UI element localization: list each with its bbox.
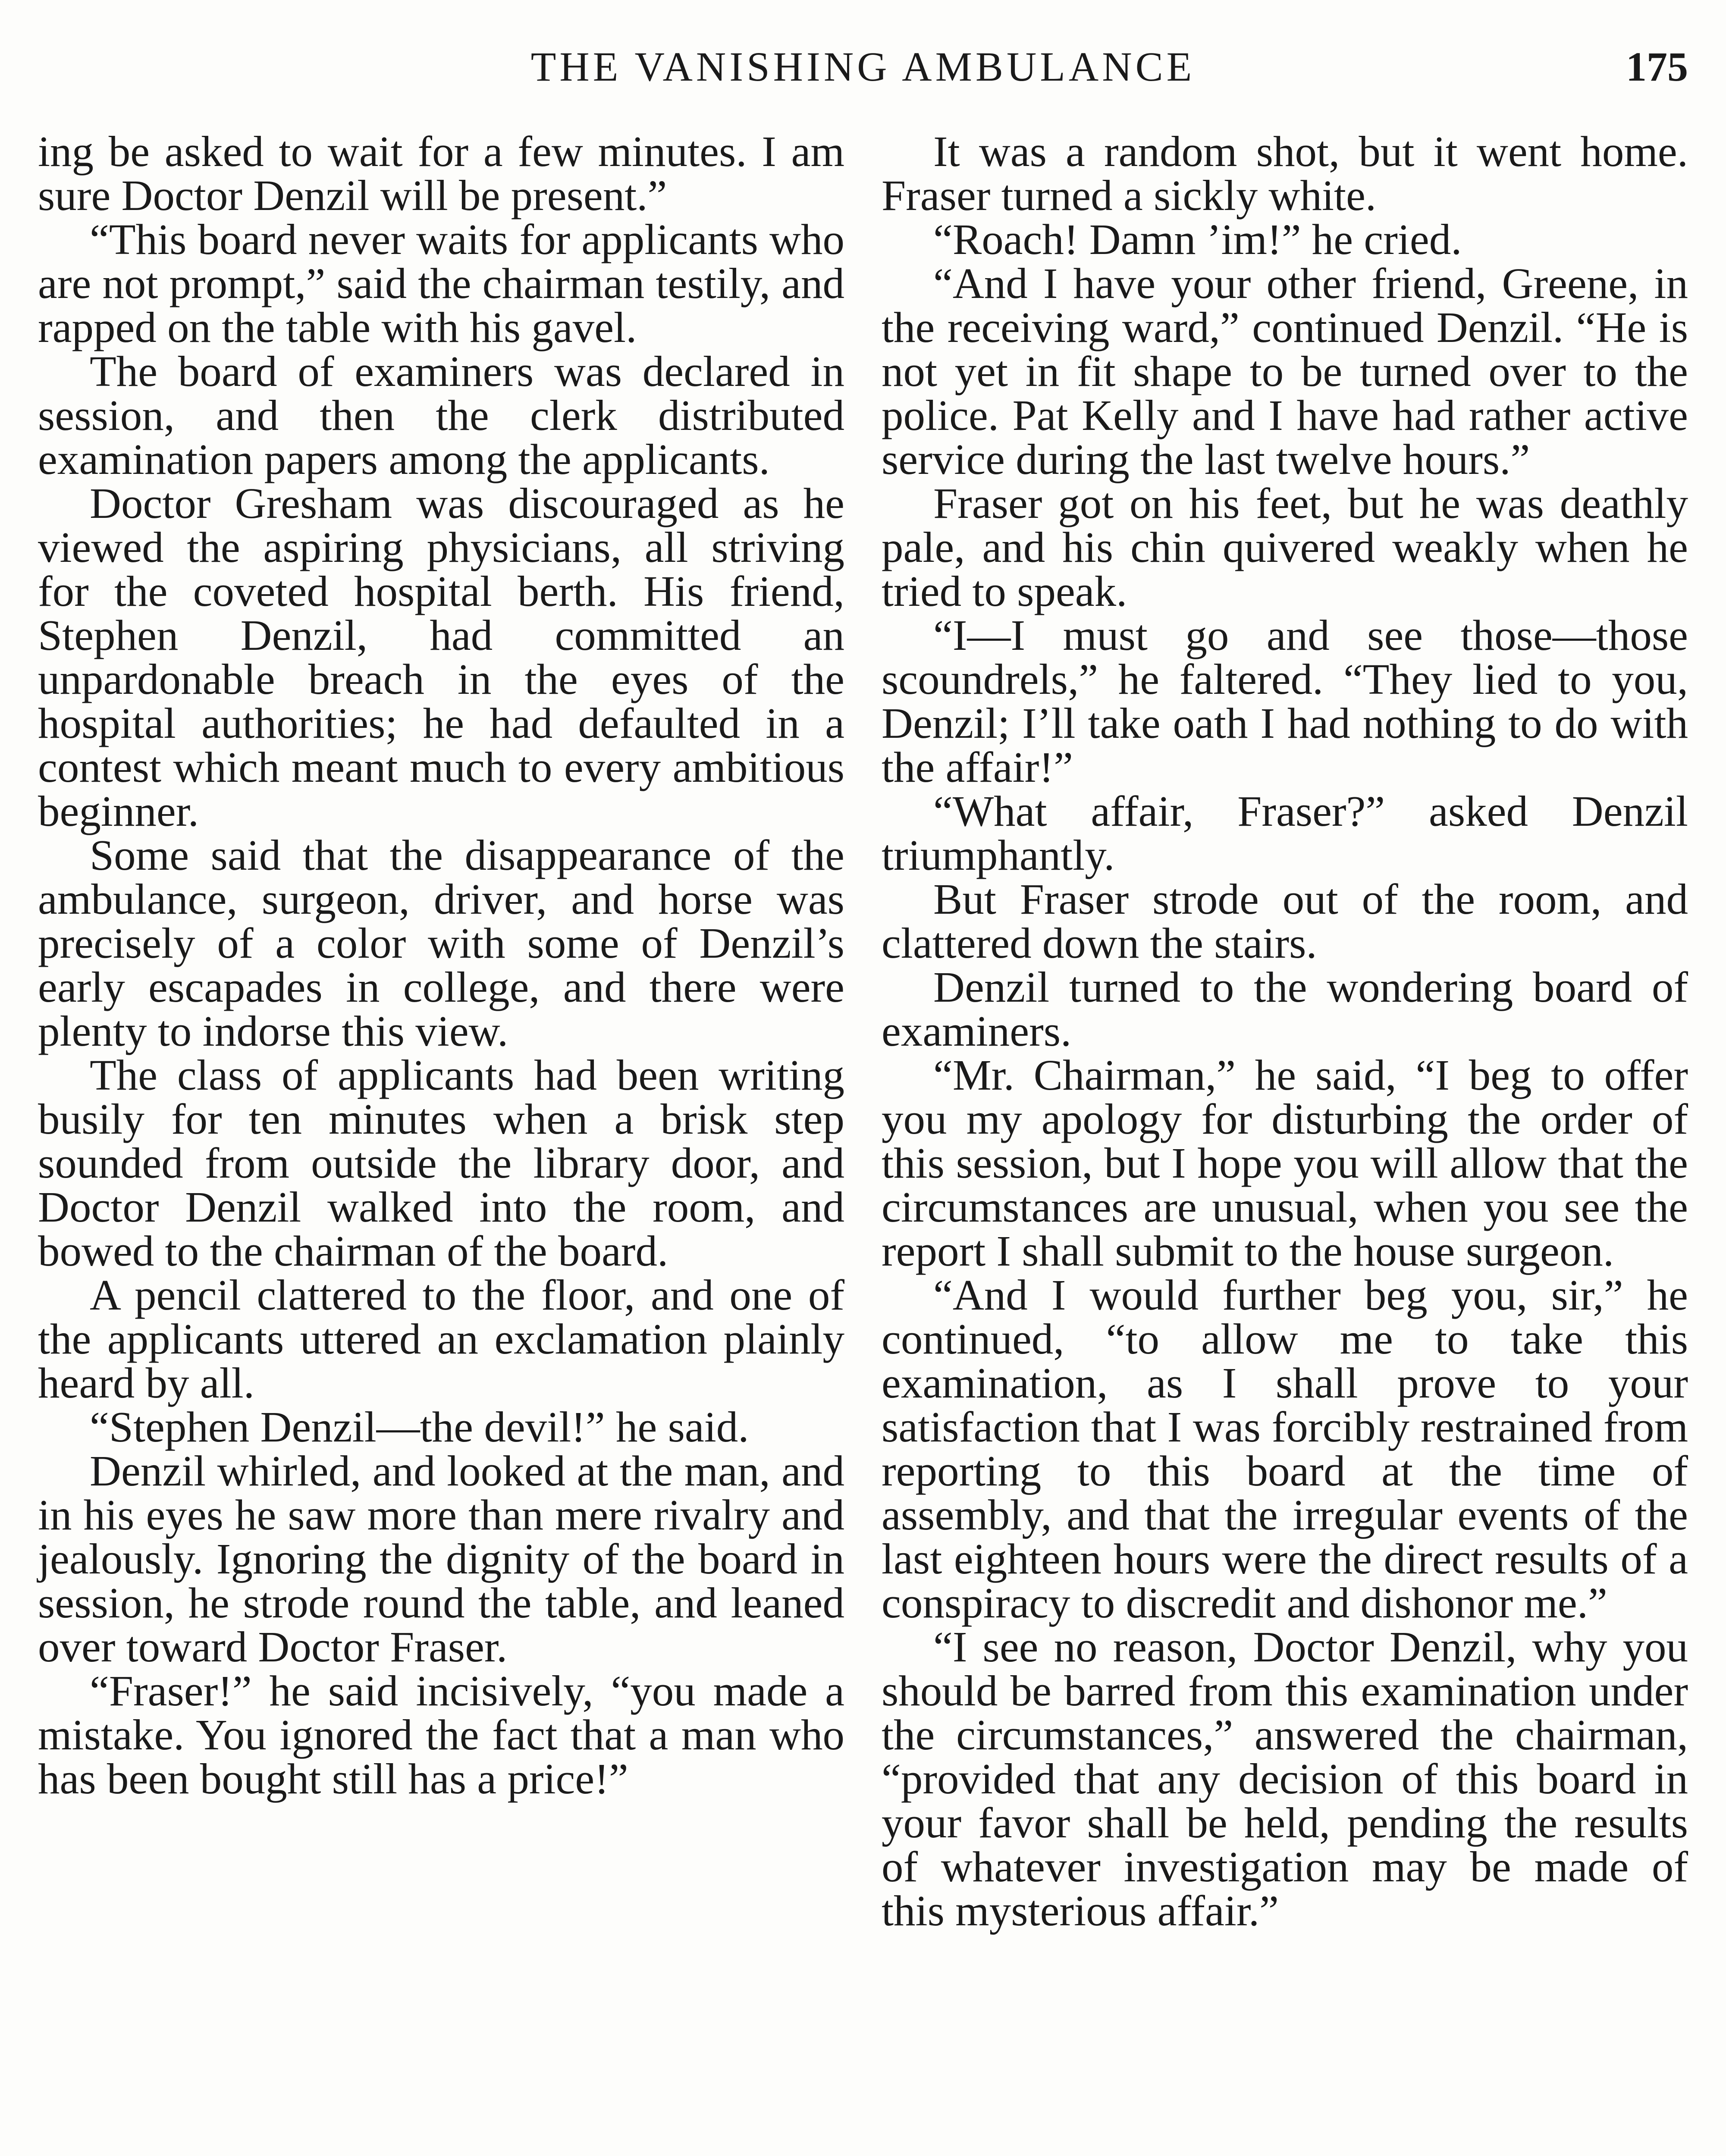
right-column — [882, 129, 1688, 1933]
article-paragraph: It was a random shot, but it went home. Fraser turned a sickly white. — [882, 127, 1688, 219]
article-paragraph: Denzil turned to the wondering board of examiners. — [882, 963, 1688, 1055]
article-paragraph: “Fraser!” he said incisively, “you made a mistake. You ignored the fact that a man who has been bought still has a price!” — [38, 1667, 844, 1803]
article-paragraph: But Fraser strode out of the room, and clattered down the stairs. — [882, 875, 1688, 967]
article-paragraph: Denzil whirled, and looked at the man, and in his eyes he saw more than mere rivalry and jealously. Ignoring the dignity of the board in session, he strode round the table, and leaned over toward Doctor Fraser. — [38, 1447, 844, 1671]
article-paragraph: Fraser got on his feet, but he was deathly pale, and his chin quivered weakly when he tried to speak. — [882, 479, 1688, 615]
article-paragraph: A pencil clattered to the floor, and one of the applicants uttered an exclamation plainly heard by all. — [38, 1271, 844, 1407]
article-paragraph: “And I have your other friend, Greene, in the receiving ward,” continued Denzil. “He is not yet in fit shape to be turned over to the police. Pat Kelly and I have had rather active service during the last twelve hours.” — [882, 259, 1688, 483]
left-column — [38, 129, 844, 1801]
article-paragraph: Doctor Gresham was discouraged as he viewed the aspiring physicians, all striving for the coveted hospital berth. His friend, Stephen Denzil, had committed an unpardonable breach in the eyes of the hospital authorities; he had defaulted in a contest which meant much to every ambitious beginner. — [38, 479, 844, 835]
article-paragraph: The board of examiners was declared in session, and then the clerk distributed examination papers among the applicants. — [38, 347, 844, 483]
article-paragraph: “Mr. Chairman,” he said, “I beg to offer you my apology for disturbing the order of this session, but I hope you will allow that the circumstances are unusual, when you see the report I shall submit to the house surgeon. — [882, 1051, 1688, 1275]
article-paragraph: “And I would further beg you, sir,” he continued, “to allow me to take this examination, as I shall prove to your satisfaction that I was forcibly restrained from reporting to this board at the time of assembly, and that the irregular events of the last eighteen hours were the direct results of a conspiracy to discredit and dishonor me.” — [882, 1271, 1688, 1627]
article-paragraph: “I see no reason, Doctor Denzil, why you should be barred from this examination under the circumstances,” answered the chairman, “provided that any decision of this board in your favor shall be held, pending the results of whatever investigation may be made of this mysterious affair.” — [882, 1623, 1688, 1935]
article-paragraph: “This board never waits for applicants who are not prompt,” said the chairman testily, and rapped on the table with his gavel. — [38, 215, 844, 351]
article-paragraph: “Roach! Damn ’im!” he cried. — [933, 215, 1462, 263]
article-paragraph: “I—I must go and see those—those scoundrels,” he faltered. “They lied to you, Denzil; I’ll take oath I had nothing to do with the affair!” — [882, 611, 1688, 791]
article-columns — [38, 129, 1688, 2156]
article-paragraph: ing be asked to wait for a few minutes. I am sure Doctor Denzil will be present.” — [38, 127, 844, 219]
running-title: THE VANISHING AMBULANCE — [530, 44, 1196, 90]
article-paragraph: “What affair, Fraser?” asked Denzil triumphantly. — [882, 787, 1688, 879]
running-head — [38, 41, 1688, 93]
article-paragraph: “Stephen Denzil—the devil!” he said. — [90, 1403, 749, 1451]
article-paragraph: The class of applicants had been writing busily for ten minutes when a brisk step sounded from outside the library door, and Doctor Denzil walked into the room, and bowed to the chairman of the board. — [38, 1051, 844, 1275]
page-number: 175 — [1626, 44, 1688, 90]
article-paragraph: Some said that the disappearance of the ambulance, surgeon, driver, and horse was precisely of a color with some of Denzil’s early escapades in college, and there were plenty to indorse this view. — [38, 831, 844, 1055]
